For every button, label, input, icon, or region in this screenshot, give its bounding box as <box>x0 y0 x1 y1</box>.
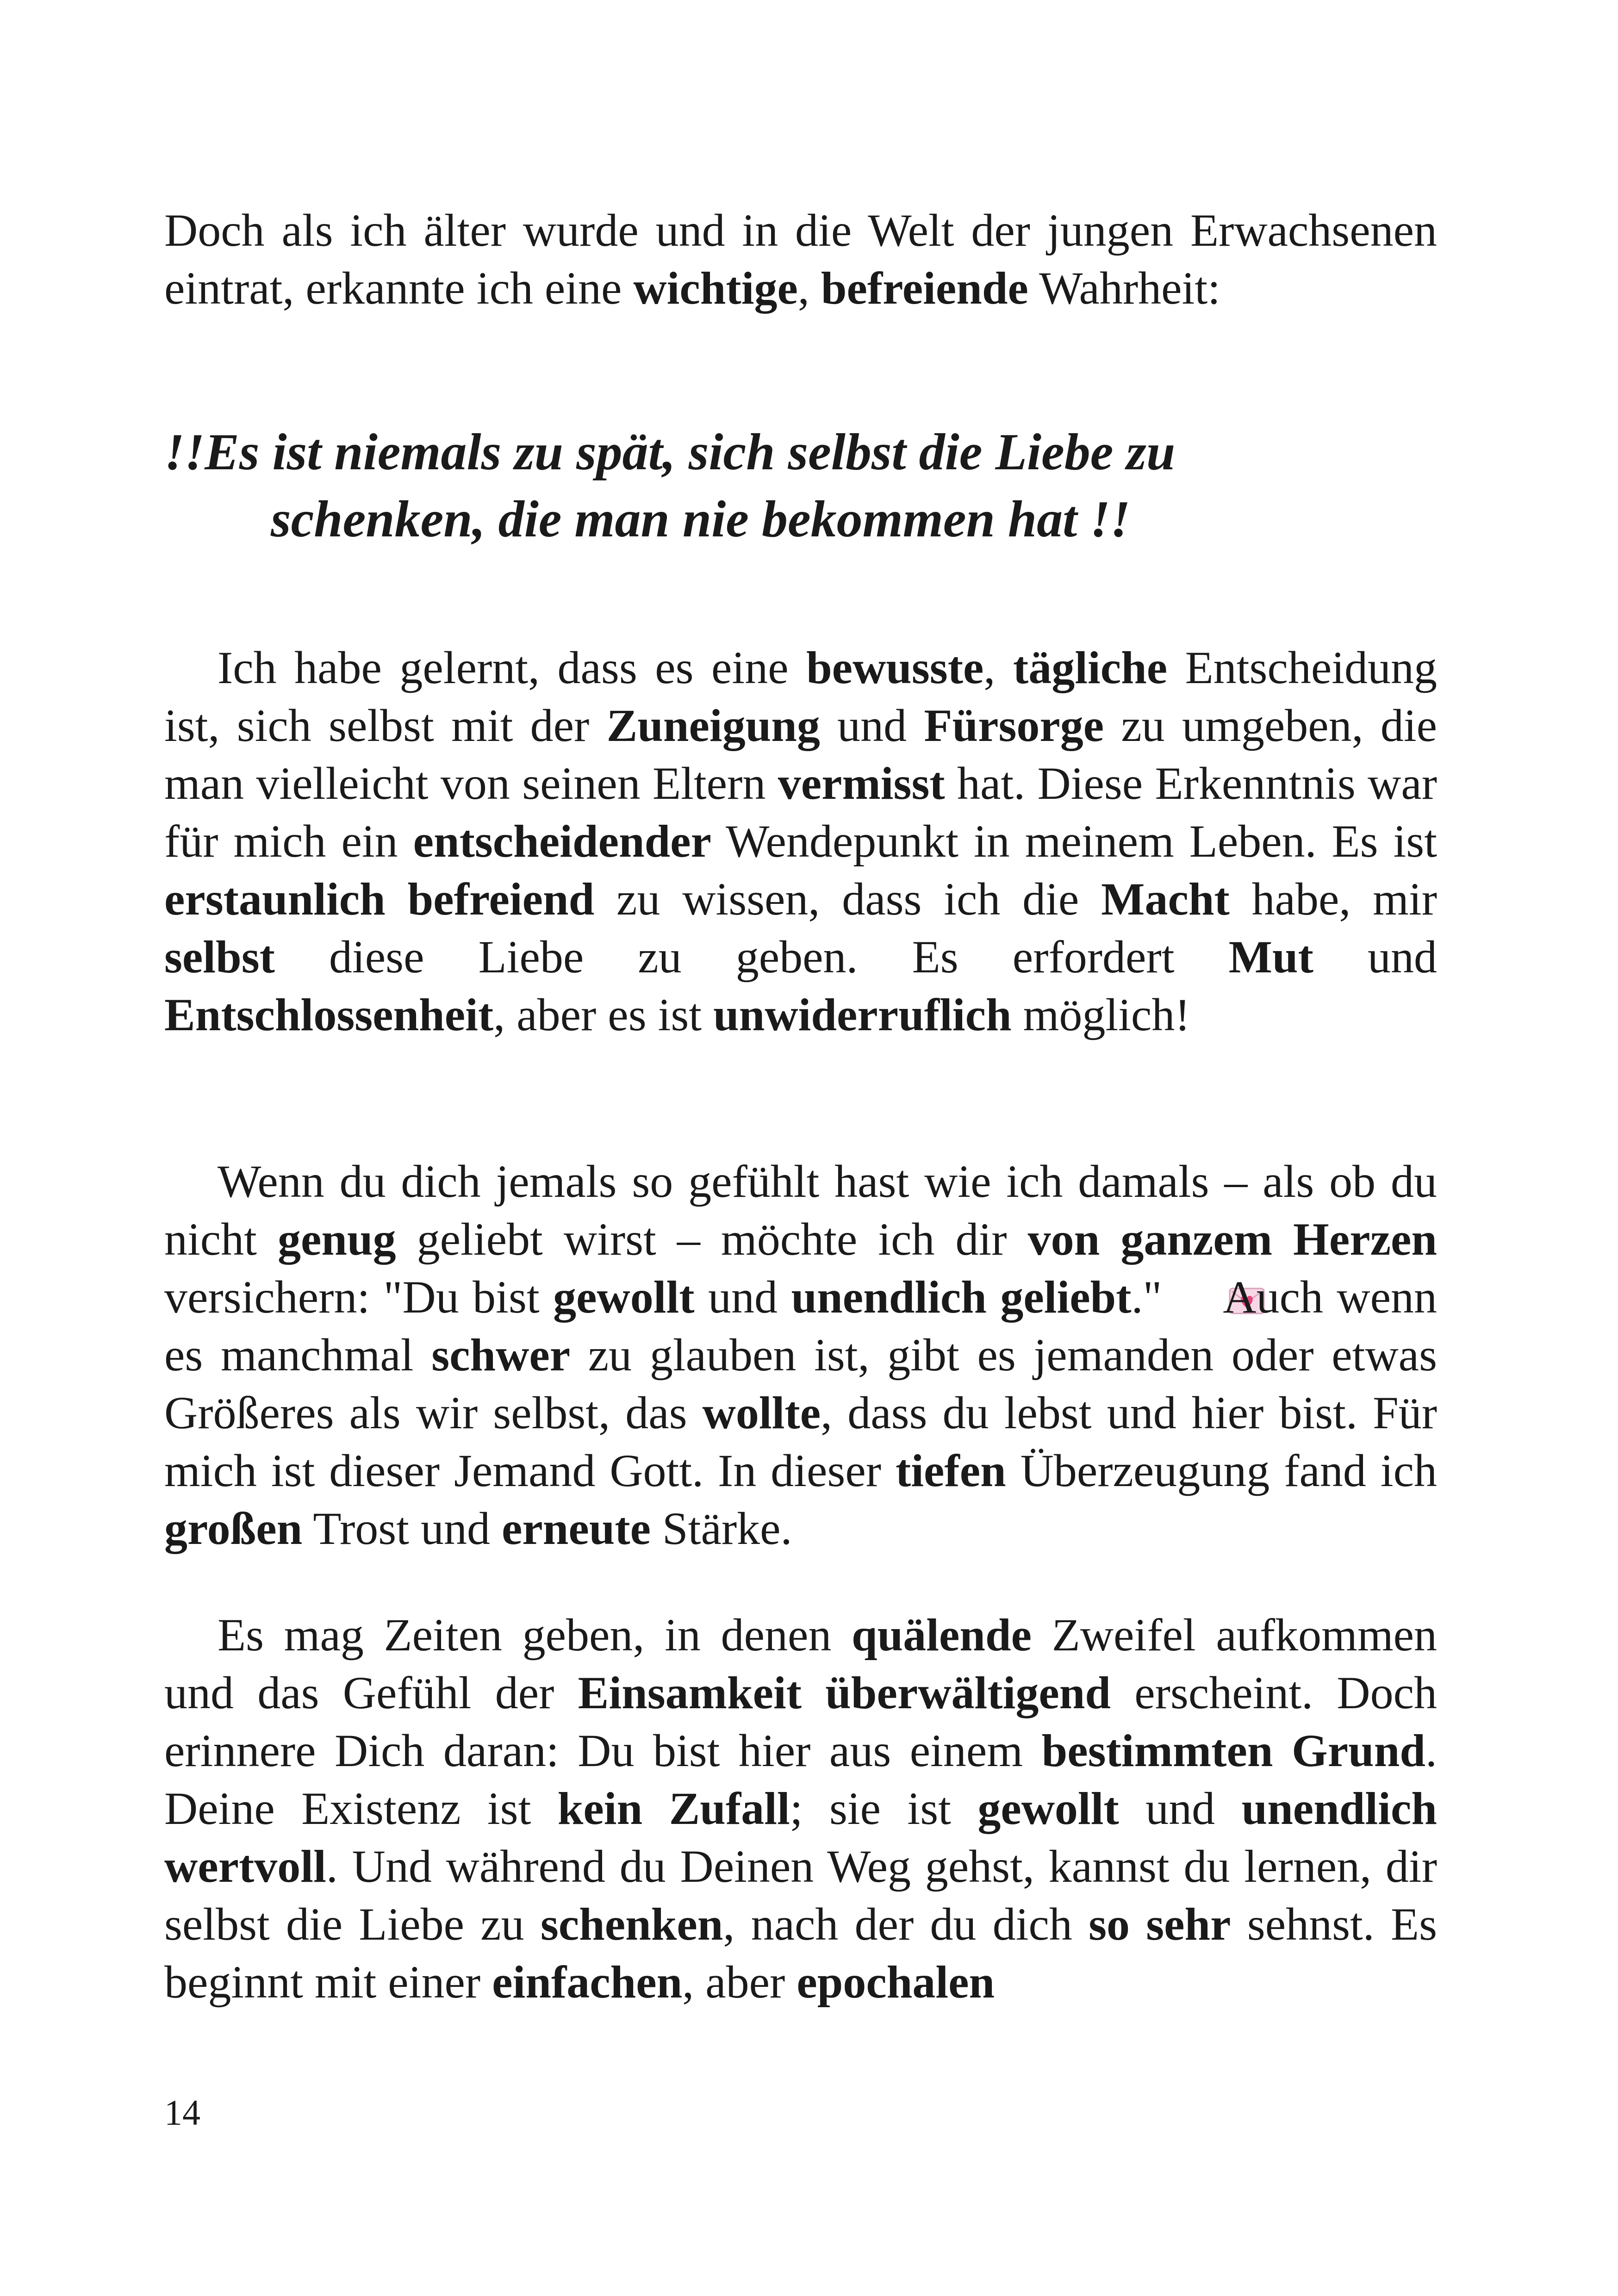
intro-paragraph: Doch als ich älter wurde und in die Welt der jungen Erwachsenen eintrat, erkannte ich eine wichtige, befreiende Wahrheit: <box>164 205 1437 314</box>
paragraph-3: Es mag Zeiten geben, in denen quälende Zweifel aufkommen und das Gefühl der Einsamkeit überwältigend erscheint. Doch erinnere Dich daran: Du bist hier aus einem bestimmten Grund. Deine Existenz ist kein Zufall; sie ist gewollt und unendlich wertvoll. Und während du Deinen Weg gehst, kannst du lernen, dir selbst die Liebe zu schenken, nach der du dich so sehr sehnst. Es beginnt mit einer einfachen, aber epochalen <box>164 1609 1438 2008</box>
page-number: 14 <box>164 2092 200 2133</box>
highlight-quote <box>164 419 1437 553</box>
paragraph-2: Wenn du dich jemals so gefühlt hast wie ich damals – als ob du nicht genug geliebt wirst – möchte ich dir von ganzem Herzen versichern: "Du bist gewollt und unendlich geliebt." Auch wenn es manchmal schwer zu glauben ist, gibt es jemanden oder etwas Größeres als wir selbst, das wollte, dass du lebst und hier bist. Für mich ist dieser Jemand Gott. In dieser tiefen Überzeugung fand ich großen Trost und erneute Stärke. <box>164 1156 1438 1554</box>
quote-line-1: !!Es ist niemals zu spät, sich selbst die Liebe zu <box>164 423 1176 481</box>
paragraph-1: Ich habe gelernt, dass es eine bewusste, tägliche Entscheidung ist, sich selbst mit der Zuneigung und Fürsorge zu umgeben, die man vielleicht von seinen Eltern vermisst hat. Diese Erkenntnis war für mich ein entscheidender Wendepunkt in meinem Leben. Es ist erstaunlich befreiend zu wissen, dass ich die Macht habe, mir selbst diese Liebe zu geben. Es erfordert Mut und Entschlossenheit, aber es ist unwiderruflich möglich! <box>164 642 1438 1040</box>
love-letter-icon <box>1176 1271 1212 1300</box>
quote-line-2: schenken, die man nie bekommen hat !! <box>271 491 1131 548</box>
